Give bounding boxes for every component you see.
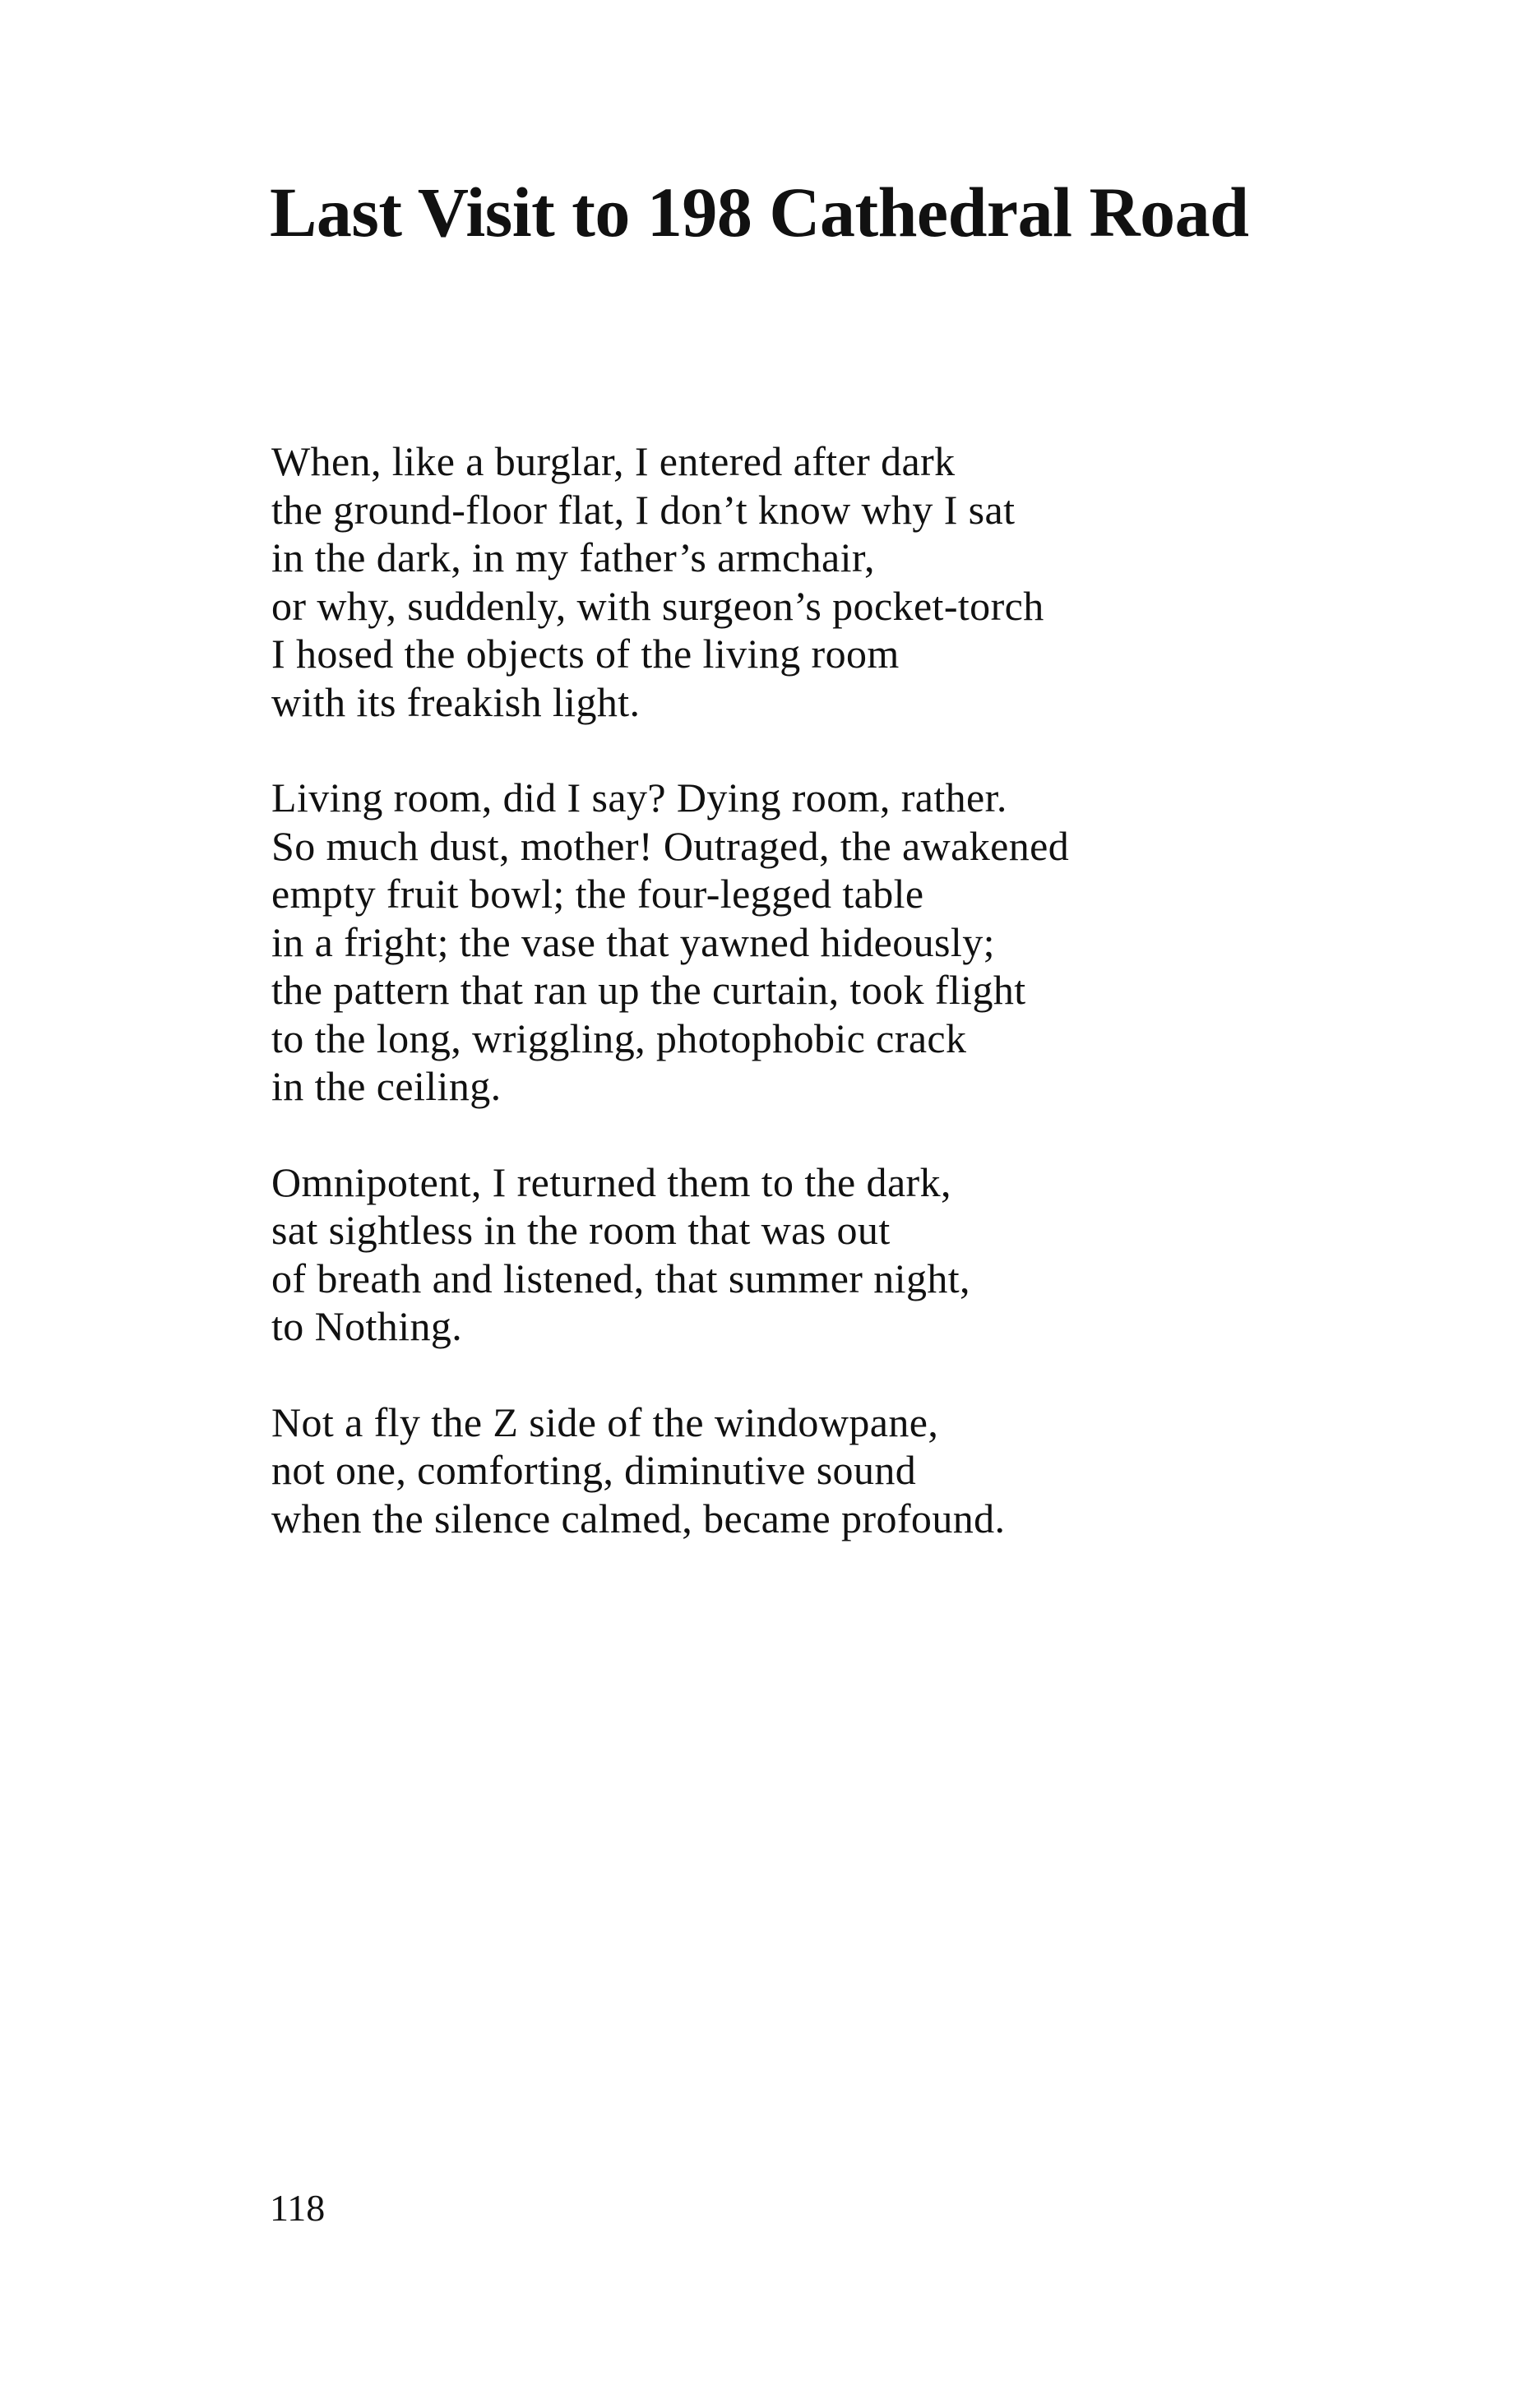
poem-line: not one, comforting, diminutive sound xyxy=(271,1447,917,1493)
poem-line: sat sightless in the room that was out xyxy=(271,1207,891,1253)
poem-line: in the ceiling. xyxy=(271,1063,502,1109)
poem-line: So much dust, mother! Outraged, the awakened xyxy=(271,822,1070,869)
poem-line: the pattern that ran up the curtain, took flight xyxy=(271,967,1026,1013)
poem-line: Living room, did I say? Dying room, rather. xyxy=(271,774,1007,820)
poem-line: or why, suddenly, with surgeon’s pocket-torch xyxy=(271,582,1044,629)
stanza-3 xyxy=(271,1158,1340,1351)
poem-line: to the long, wriggling, photophobic crack xyxy=(271,1015,967,1061)
poem-line: I hosed the objects of the living room xyxy=(271,631,900,677)
poem-line: When, like a burglar, I entered after dark xyxy=(271,438,956,484)
poem-title: Last Visit to 198 Cathedral Road xyxy=(270,173,1249,252)
poem-line: of breath and listened, that summer night, xyxy=(271,1255,970,1301)
poem-line: when the silence calmed, became profound. xyxy=(271,1495,1006,1541)
poem-line: with its freakish light. xyxy=(271,678,641,725)
poem-line: the ground-floor flat, I don’t know why I sat xyxy=(271,486,1016,533)
poem-line: Omnipotent, I returned them to the dark, xyxy=(271,1158,951,1205)
poem-line: in a fright; the vase that yawned hideously; xyxy=(271,918,995,965)
stanza-1 xyxy=(271,437,1340,726)
poem-line: in the dark, in my father’s armchair, xyxy=(271,534,875,580)
poem-line: empty fruit bowl; the four-legged table xyxy=(271,871,924,917)
poem-line: to Nothing. xyxy=(271,1303,463,1349)
stanza-2 xyxy=(271,774,1340,1111)
stanza-4 xyxy=(271,1398,1340,1543)
poem-line: Not a fly the Z side of the windowpane, xyxy=(271,1398,939,1445)
poem-body xyxy=(271,437,1340,1590)
page-number: 118 xyxy=(270,2187,326,2229)
